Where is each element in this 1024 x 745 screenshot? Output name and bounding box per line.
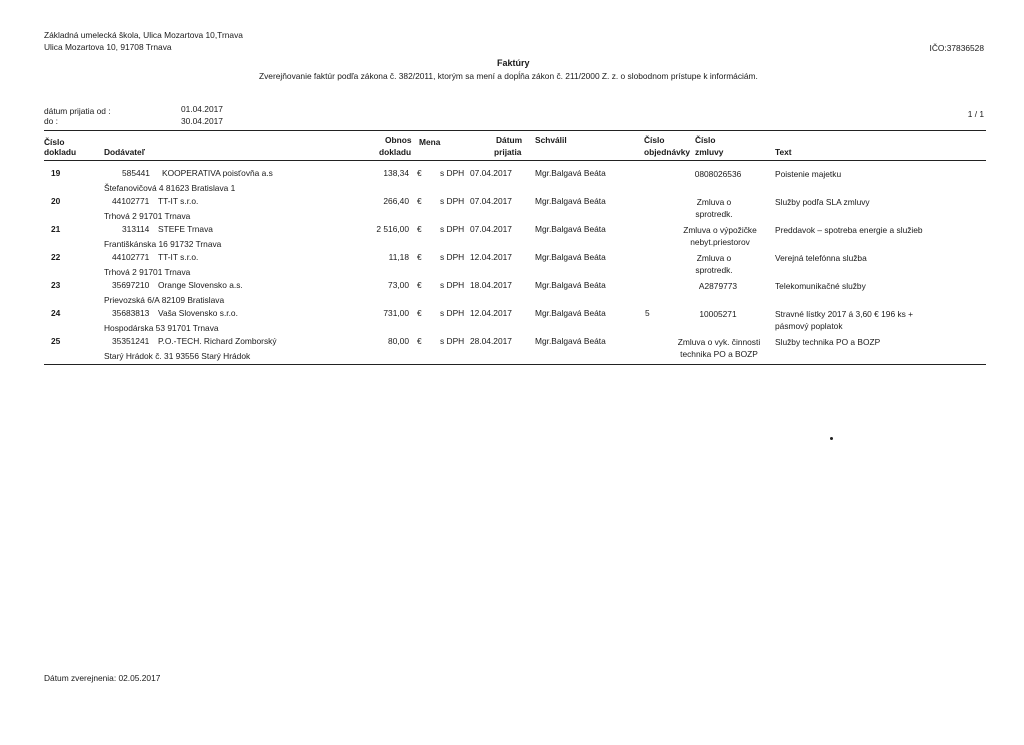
- date-to-label: do :: [44, 116, 58, 126]
- date-to-value: 30.04.2017: [181, 116, 223, 126]
- page-number: 1 / 1: [967, 109, 984, 119]
- supplier-name: Vaša Slovensko s.r.o.: [158, 308, 238, 318]
- table-row: [0, 280, 1024, 308]
- supplier-address: Trhová 2 91701 Trnava: [104, 267, 191, 277]
- col-objednavka-l2: objednávky: [644, 147, 691, 157]
- org-address: Ulica Mozartova 10, 91708 Trnava: [44, 42, 172, 52]
- col-objednavka-l1: Číslo: [644, 135, 665, 145]
- supplier-ico: 313114: [122, 224, 150, 234]
- vat-flag: s DPH: [440, 280, 465, 290]
- contract-number: 10005271: [699, 309, 737, 319]
- row-number: 19: [51, 168, 61, 178]
- supplier-name: TT-IT s.r.o.: [158, 196, 199, 206]
- row-number: 20: [51, 196, 61, 206]
- received-date: 28.04.2017: [470, 336, 512, 346]
- amount: 11,18: [388, 252, 409, 262]
- received-date: 12.04.2017: [470, 308, 512, 318]
- contract-number: A2879773: [698, 281, 738, 291]
- scan-speck: [830, 437, 833, 440]
- vat-flag: s DPH: [440, 224, 465, 234]
- col-schvalil: Schválil: [535, 135, 567, 145]
- supplier-name: P.O.-TECH. Richard Zomborský: [158, 336, 277, 346]
- currency: €: [417, 336, 422, 346]
- col-datum-l1: Dátum: [496, 135, 523, 145]
- row-number: 22: [51, 252, 61, 262]
- contract-number: Zmluva o vyk. činnosti technika PO a BOZP: [677, 337, 761, 359]
- col-cislo-l1: Číslo: [44, 137, 65, 147]
- row-number: 24: [51, 308, 61, 318]
- org-ico: IČO:37836528: [929, 43, 984, 53]
- invoice-text: Preddavok – spotreba energie a služieb: [775, 225, 923, 235]
- supplier-name: Orange Slovensko a.s.: [158, 280, 243, 290]
- received-date: 18.04.2017: [470, 280, 512, 290]
- row-number: 23: [51, 280, 61, 290]
- col-datum-l2: prijatia: [494, 147, 522, 157]
- publication-date: Dátum zverejnenia: 02.05.2017: [44, 673, 161, 683]
- order-number: 5: [645, 308, 650, 318]
- col-obnos-l2: dokladu: [379, 147, 412, 157]
- received-date: 07.04.2017: [470, 168, 512, 178]
- col-text: Text: [775, 147, 792, 157]
- document-title: Faktúry: [497, 58, 530, 68]
- invoice-text: Služby technika PO a BOZP: [775, 337, 881, 347]
- invoice-text: Verejná telefónna služba: [775, 253, 867, 263]
- invoice-text: Služby podľa SLA zmluvy: [775, 197, 870, 207]
- supplier-ico: 35697210: [112, 280, 150, 290]
- amount: 731,00: [383, 308, 409, 318]
- col-dodavatel: Dodávateľ: [104, 147, 145, 157]
- table-bottom-rule: [44, 364, 986, 365]
- org-name: Základná umelecká škola, Ulica Mozartova 10,Trnava: [44, 30, 243, 40]
- supplier-address: Prievozská 6/A 82109 Bratislava: [104, 295, 225, 305]
- amount: 2 516,00: [376, 224, 409, 234]
- date-from-label: dátum prijatia od :: [44, 106, 111, 116]
- supplier-address: Starý Hrádok č. 31 93556 Starý Hrádok: [104, 351, 251, 361]
- contract-number: Zmluva o sprotredk.: [695, 253, 733, 275]
- currency: €: [417, 280, 422, 290]
- amount: 80,00: [388, 336, 409, 346]
- currency: €: [417, 224, 422, 234]
- vat-flag: s DPH: [440, 252, 465, 262]
- supplier-name: KOOPERATIVA poisťovňa a.s: [162, 168, 273, 178]
- approved-by: Mgr.Balgavá Beáta: [535, 308, 606, 318]
- supplier-name: STEFE Trnava: [158, 224, 213, 234]
- table-header-rule: [44, 160, 986, 161]
- table-row: [0, 168, 1024, 196]
- approved-by: Mgr.Balgavá Beáta: [535, 280, 606, 290]
- currency: €: [417, 196, 422, 206]
- table-row: [0, 224, 1024, 252]
- supplier-ico: 44102771: [112, 196, 150, 206]
- col-zmluva-l2: zmluvy: [695, 147, 724, 157]
- supplier-ico: 35351241: [112, 336, 150, 346]
- document-subtitle: Zverejňovanie faktúr podľa zákona č. 382/2011, ktorým sa mení a dopĺňa zákon č. 211/2000 Z. z. o slobodnom prístupe k informáciám.: [259, 71, 758, 81]
- supplier-name: TT-IT s.r.o.: [158, 252, 199, 262]
- vat-flag: s DPH: [440, 196, 465, 206]
- invoice-text: Poistenie majetku: [775, 169, 842, 179]
- contract-number: Zmluva o sprotredk.: [695, 197, 733, 219]
- supplier-ico: 44102771: [112, 252, 150, 262]
- amount: 266,40: [383, 196, 409, 206]
- supplier-ico: 585441: [122, 168, 150, 178]
- approved-by: Mgr.Balgavá Beáta: [535, 196, 606, 206]
- col-zmluva-l1: Číslo: [695, 135, 716, 145]
- approved-by: Mgr.Balgavá Beáta: [535, 168, 606, 178]
- vat-flag: s DPH: [440, 308, 465, 318]
- table-row: [0, 308, 1024, 336]
- table-row: [0, 196, 1024, 224]
- currency: €: [417, 252, 422, 262]
- supplier-address: Františkánska 16 91732 Trnava: [104, 239, 222, 249]
- date-from-value: 01.04.2017: [181, 104, 223, 114]
- col-mena: Mena: [419, 137, 441, 147]
- row-number: 21: [51, 224, 61, 234]
- invoice-text: Telekomunikačné služby: [775, 281, 866, 291]
- amount: 138,34: [383, 168, 409, 178]
- currency: €: [417, 308, 422, 318]
- vat-flag: s DPH: [440, 336, 465, 346]
- vat-flag: s DPH: [440, 168, 465, 178]
- supplier-ico: 35683813: [112, 308, 150, 318]
- contract-number: 0808026536: [694, 169, 742, 179]
- col-cislo-l2: dokladu: [44, 147, 77, 157]
- contract-number: Zmluva o výpožičke nebyt.priestorov: [683, 225, 757, 247]
- received-date: 12.04.2017: [470, 252, 512, 262]
- supplier-address: Trhová 2 91701 Trnava: [104, 211, 191, 221]
- approved-by: Mgr.Balgavá Beáta: [535, 252, 606, 262]
- table-row: [0, 252, 1024, 280]
- table-row: [0, 336, 1024, 364]
- supplier-address: Hospodárska 53 91701 Trnava: [104, 323, 219, 333]
- col-obnos-l1: Obnos: [385, 135, 412, 145]
- row-number: 25: [51, 336, 61, 346]
- amount: 73,00: [388, 280, 409, 290]
- table-top-rule: [44, 130, 986, 131]
- invoice-text: Stravné lístky 2017 á 3,60 € 196 ks + pásmový poplatok: [775, 309, 914, 331]
- currency: €: [417, 168, 422, 178]
- approved-by: Mgr.Balgavá Beáta: [535, 336, 606, 346]
- received-date: 07.04.2017: [470, 224, 512, 234]
- approved-by: Mgr.Balgavá Beáta: [535, 224, 606, 234]
- received-date: 07.04.2017: [470, 196, 512, 206]
- supplier-address: Štefanovičová 4 81623 Bratislava 1: [104, 183, 236, 193]
